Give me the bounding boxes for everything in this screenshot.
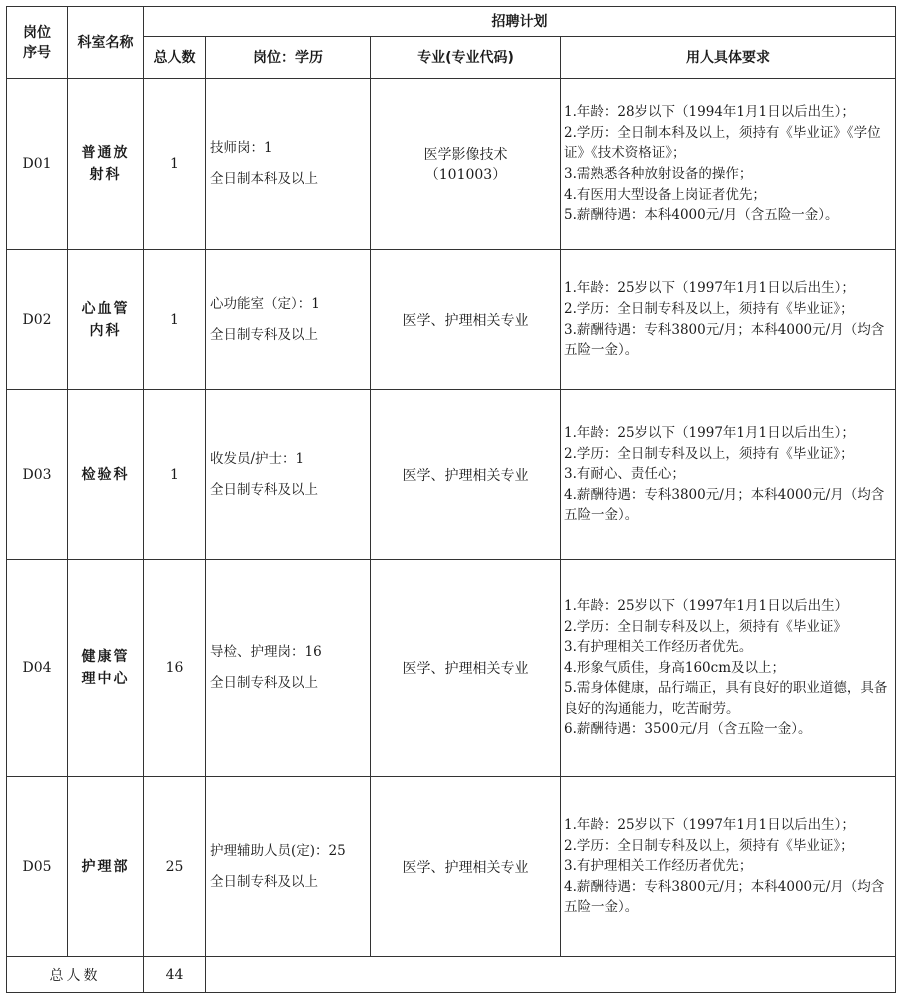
recruitment-table: [6, 6, 896, 993]
header-headcount: 总人数: [144, 37, 206, 79]
requirements: 1.年龄：25岁以下（1997年1月1日以后出生） 2.学历：全日制专科及以上，须持有《毕业证》 3.有护理相关工作经历者优先。 4.形象气质佳，身高160cm及以上； 5.需身体健康，品行端正，具有良好的职业道德，具备良好的沟通能力，吃苦耐劳。 6.薪酬待遇：3500元/月（含五险一金）。: [561, 560, 896, 777]
requirements: 1.年龄：25岁以下（1997年1月1日以后出生）； 2.学历：全日制专科及以上，须持有《毕业证》； 3.薪酬待遇：专科3800元/月；本科4000元/月（均含五险一金）。: [561, 250, 896, 390]
dept-name: 普通放 射科: [68, 79, 144, 250]
post-edu: 心功能室（定）：1 全日制专科及以上: [206, 250, 371, 390]
post-edu: 护理辅助人员(定)：25 全日制专科及以上: [206, 777, 371, 957]
requirements: 1.年龄：25岁以下（1997年1月1日以后出生）； 2.学历：全日制专科及以上，须持有《毕业证》； 3.有耐心、责任心； 4.薪酬待遇：专科3800元/月；本科4000元/月（均含五险一金）。: [561, 390, 896, 560]
requirements: 1.年龄：25岁以下（1997年1月1日以后出生）； 2.学历：全日制专科及以上，须持有《毕业证》； 3.有护理相关工作经历者优先； 4.薪酬待遇：专科3800元/月；本科4000元/月（均含五险一金）。: [561, 777, 896, 957]
headcount: 16: [144, 560, 206, 777]
total-row: [7, 957, 896, 993]
post-id: D01: [7, 79, 68, 250]
table-row: [7, 777, 896, 957]
header-plan: 招聘计划: [144, 7, 896, 37]
dept-name: 心血管 内科: [68, 250, 144, 390]
major: 医学、护理相关专业: [371, 560, 561, 777]
major: 医学、护理相关专业: [371, 390, 561, 560]
post-edu: 导检、护理岗：16 全日制专科及以上: [206, 560, 371, 777]
headcount: 25: [144, 777, 206, 957]
post-id: D04: [7, 560, 68, 777]
dept-name: 健康管 理中心: [68, 560, 144, 777]
table-row: [7, 560, 896, 777]
headcount: 1: [144, 79, 206, 250]
post-id: D05: [7, 777, 68, 957]
major: 医学影像技术 （101003）: [371, 79, 561, 250]
header-major: 专业(专业代码): [371, 37, 561, 79]
header-dept-name: 科室名称: [68, 7, 144, 79]
total-value: 44: [144, 957, 206, 993]
total-label: 总人数: [7, 957, 144, 993]
dept-name: 检验科: [68, 390, 144, 560]
header-post-no: 岗位 序号: [7, 7, 68, 79]
post-id: D02: [7, 250, 68, 390]
table-row: [7, 390, 896, 560]
header-requirements: 用人具体要求: [561, 37, 896, 79]
header-post-edu: 岗位：学历: [206, 37, 371, 79]
post-edu: 收发员/护士：1 全日制专科及以上: [206, 390, 371, 560]
total-blank: [206, 957, 896, 993]
headcount: 1: [144, 390, 206, 560]
table-row: [7, 250, 896, 390]
major: 医学、护理相关专业: [371, 250, 561, 390]
major: 医学、护理相关专业: [371, 777, 561, 957]
post-edu: 技师岗：1 全日制本科及以上: [206, 79, 371, 250]
headcount: 1: [144, 250, 206, 390]
requirements: 1.年龄：28岁以下（1994年1月1日以后出生）； 2.学历：全日制本科及以上，须持有《毕业证》《学位证》《技术资格证》； 3.需熟悉各种放射设备的操作； 4.有医用大型设备上岗证者优先； 5.薪酬待遇：本科4000元/月（含五险一金）。: [561, 79, 896, 250]
post-id: D03: [7, 390, 68, 560]
dept-name: 护理部: [68, 777, 144, 957]
table-row: [7, 79, 896, 250]
